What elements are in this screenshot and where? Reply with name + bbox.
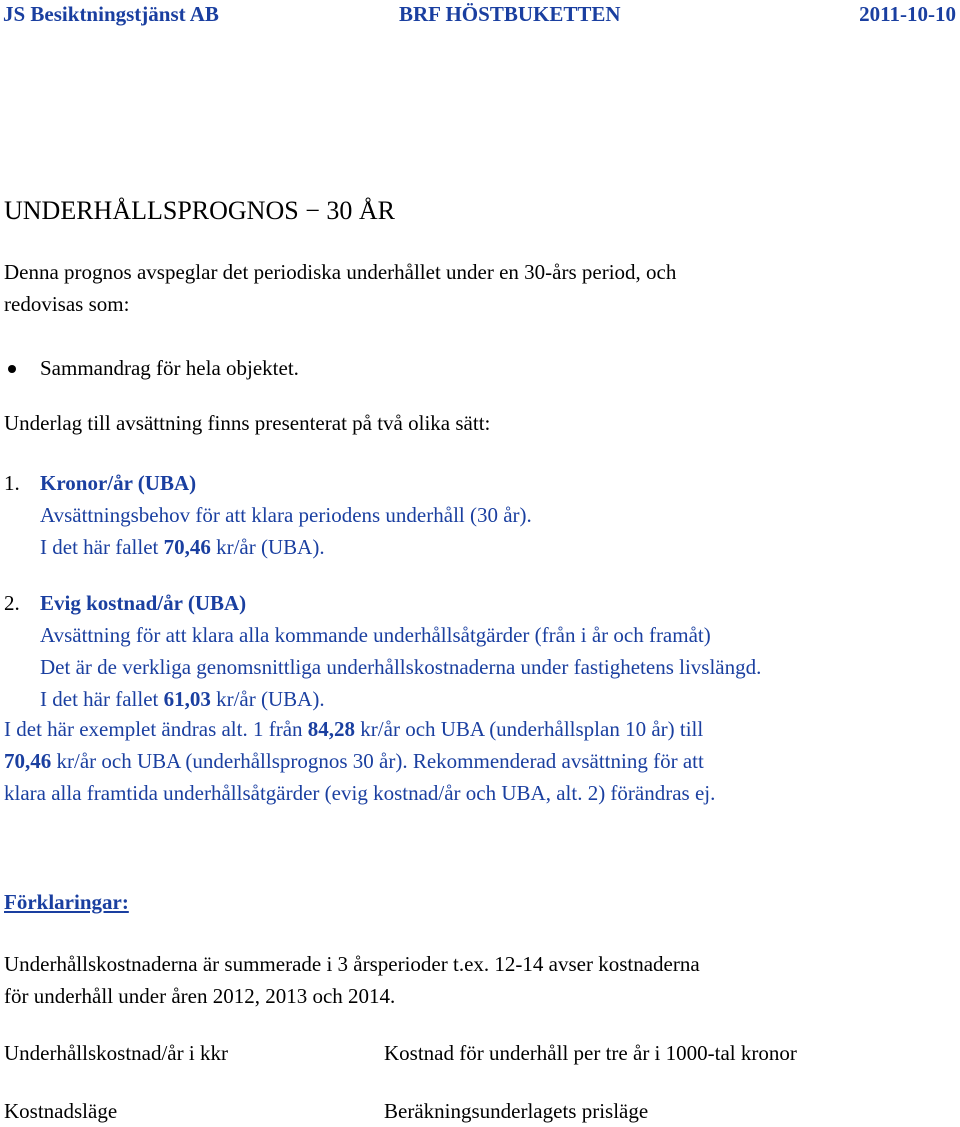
document-date: 2011-10-10 bbox=[859, 2, 956, 26]
option-heading bbox=[4, 587, 761, 619]
option-heading bbox=[4, 467, 532, 499]
summary-line: 70,46 kr/år och UBA (underhållsprognos 30 år). Rekommenderad avsättning för att bbox=[4, 749, 704, 773]
option-line: I det här fallet 70,46 kr/år (UBA). bbox=[40, 535, 325, 559]
option-title: Evig kostnad/år (UBA) bbox=[40, 591, 247, 615]
option-2 bbox=[4, 587, 761, 715]
option-number: 1. bbox=[4, 471, 20, 495]
explanation-line: för underhåll under åren 2012, 2013 och 2014. bbox=[4, 984, 396, 1008]
value-highlight: 70,46 bbox=[4, 749, 52, 773]
summary-line: I det här exemplet ändras alt. 1 från 84,28 kr/år och UBA (underhållsplan 10 år) till bbox=[4, 717, 704, 741]
definition-description: Beräkningsunderlagets prisläge bbox=[384, 1099, 649, 1123]
intro-paragraph bbox=[4, 256, 676, 320]
definition-term: Kostnadsläge bbox=[4, 1099, 118, 1123]
bullet-icon bbox=[8, 365, 16, 373]
explanations-paragraph bbox=[4, 948, 700, 1012]
company-name: JS Besiktningstjänst AB bbox=[3, 2, 219, 26]
definition-description: Kostnad för underhåll per tre år i 1000-tal kronor bbox=[384, 1041, 797, 1065]
option-line: Avsättningsbehov för att klara periodens underhåll (30 år). bbox=[40, 503, 532, 527]
option-line: Det är de verkliga genomsnittliga underhållskostnaderna under fastighetens livslängd. bbox=[40, 655, 762, 679]
value-highlight: 70,46 bbox=[163, 535, 211, 559]
explanation-line: Underhållskostnaderna är summerade i 3 årsperioder t.ex. 12-14 avser kostnaderna bbox=[4, 952, 700, 976]
option-title: Kronor/år (UBA) bbox=[40, 471, 197, 495]
option-number: 2. bbox=[4, 591, 20, 615]
option-line: Avsättning för att klara alla kommande underhållsåtgärder (från i år och framåt) bbox=[40, 623, 711, 647]
summary-paragraph bbox=[4, 713, 715, 809]
option-line: I det här fallet 61,03 kr/år (UBA). bbox=[40, 687, 325, 711]
intro-line: Denna prognos avspeglar det periodiska underhållet under en 30-års period, och bbox=[4, 260, 677, 284]
lead-paragraph: Underlag till avsättning finns presenterat på två olika sätt: bbox=[4, 411, 491, 435]
summary-line: klara alla framtida underhållsåtgärder (evig kostnad/år och UBA, alt. 2) förändras ej. bbox=[4, 781, 716, 805]
definition-term: Underhållskostnad/år i kkr bbox=[4, 1041, 228, 1065]
page-header bbox=[0, 0, 960, 30]
intro-line: redovisas som: bbox=[4, 292, 130, 316]
value-highlight: 61,03 bbox=[163, 687, 211, 711]
page-title: UNDERHÅLLSPROGNOS − 30 ÅR bbox=[4, 196, 395, 225]
option-1 bbox=[4, 467, 532, 563]
explanations-heading: Förklaringar: bbox=[4, 890, 129, 914]
value-highlight: 84,28 bbox=[307, 717, 356, 741]
bullet-list-item bbox=[4, 352, 299, 384]
client-name: BRF HÖSTBUKETTEN bbox=[399, 2, 621, 26]
bullet-text: Sammandrag för hela objektet. bbox=[40, 356, 299, 380]
